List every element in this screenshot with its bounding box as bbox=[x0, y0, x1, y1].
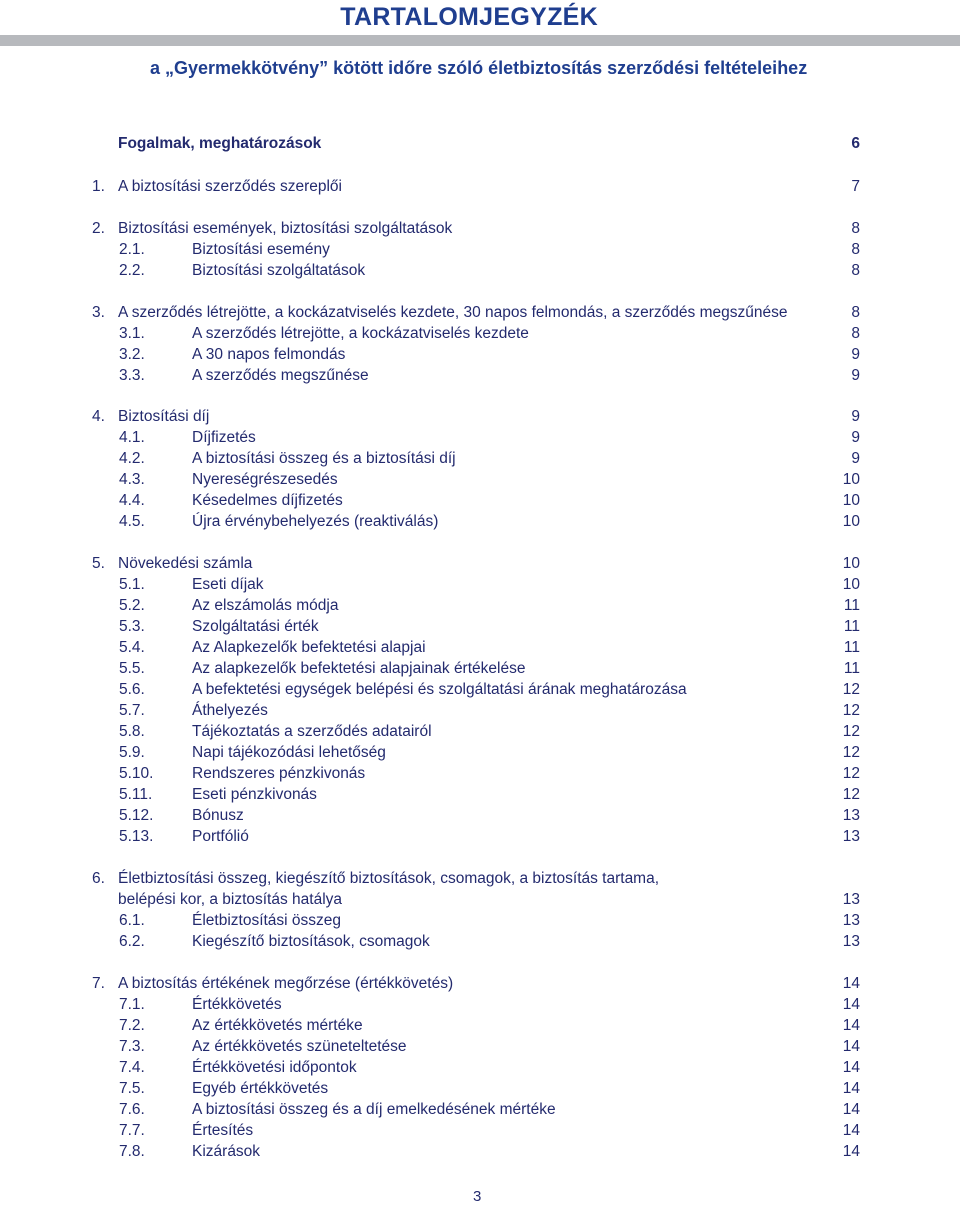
toc-entry-page: 10 bbox=[842, 513, 860, 530]
toc-entry-number: 5.10. bbox=[119, 765, 154, 782]
toc-entry-number: 5.7. bbox=[119, 702, 145, 719]
toc-entry-number: 7.1. bbox=[119, 996, 145, 1013]
toc-entry[interactable] bbox=[92, 889, 860, 911]
toc-entry-page: 10 bbox=[842, 492, 860, 509]
toc-entry-page: 13 bbox=[842, 828, 860, 845]
toc-entry[interactable] bbox=[92, 218, 860, 240]
toc-entry-number: 3.3. bbox=[119, 367, 145, 384]
toc-entry-page: 12 bbox=[842, 765, 860, 782]
toc-entry-page: 11 bbox=[843, 597, 860, 614]
toc-entry[interactable] bbox=[92, 365, 860, 387]
toc-entry[interactable] bbox=[92, 1120, 860, 1142]
toc-entry-label: Biztosítási esemény bbox=[192, 241, 330, 258]
toc-entry-number: 5. bbox=[92, 555, 105, 572]
toc-entry-page: 14 bbox=[842, 1059, 860, 1076]
toc-entry-page: 9 bbox=[851, 408, 860, 425]
toc-entry-page: 14 bbox=[842, 1101, 860, 1118]
toc-entry-label: Az Alapkezelők befektetési alapjai bbox=[192, 639, 426, 656]
toc-entry[interactable] bbox=[92, 742, 860, 764]
toc-entry-page: 14 bbox=[842, 1143, 860, 1160]
toc-entry-page: 10 bbox=[842, 471, 860, 488]
toc-entry[interactable] bbox=[92, 1141, 860, 1163]
toc-entry-page: 8 bbox=[851, 262, 860, 279]
toc-entry[interactable] bbox=[92, 574, 860, 596]
toc-entry-page: 9 bbox=[851, 429, 860, 446]
toc-entry-label: Eseti pénzkivonás bbox=[192, 786, 317, 803]
toc-entry-label: Nyereségrészesedés bbox=[192, 471, 338, 488]
toc-entry-number: 3. bbox=[92, 304, 105, 321]
toc-entry[interactable] bbox=[92, 344, 860, 366]
toc-entry-label: Eseti díjak bbox=[192, 576, 264, 593]
toc-entry-label: A 30 napos felmondás bbox=[192, 346, 346, 363]
toc-entry-page: 8 bbox=[851, 241, 860, 258]
toc-entry-number: 7.6. bbox=[119, 1101, 145, 1118]
toc-entry-number: 6. bbox=[92, 870, 105, 887]
toc-entry-label: Az értékkövetés szüneteltetése bbox=[192, 1038, 407, 1055]
toc-entry-number: 6.1. bbox=[119, 912, 145, 929]
toc-entry-label: A befektetési egységek belépési és szolgáltatási árának meghatározása bbox=[192, 681, 687, 698]
toc-entry[interactable] bbox=[92, 323, 860, 345]
toc-entry-number: 2.2. bbox=[119, 262, 145, 279]
toc-entry-label: Az alapkezelők befektetési alapjainak értékelése bbox=[192, 660, 526, 677]
toc-entry-label: A biztosítási összeg és a díj emelkedésének mértéke bbox=[192, 1101, 556, 1118]
toc-entry[interactable] bbox=[92, 763, 860, 785]
toc-entry[interactable] bbox=[92, 721, 860, 743]
toc-entry[interactable] bbox=[92, 427, 860, 449]
toc-entry-number: 7.2. bbox=[119, 1017, 145, 1034]
toc-entry-page: 6 bbox=[851, 135, 860, 152]
toc-entry-label: Életbiztosítási összeg bbox=[192, 912, 342, 929]
toc-entry-page: 14 bbox=[842, 975, 860, 992]
toc-entry-page: 12 bbox=[842, 723, 860, 740]
toc-entry[interactable] bbox=[92, 133, 860, 155]
toc-entry[interactable] bbox=[92, 868, 860, 890]
toc-entry[interactable] bbox=[92, 176, 860, 198]
toc-entry-label: Egyéb értékkövetés bbox=[192, 1080, 329, 1097]
toc-entry[interactable] bbox=[92, 658, 860, 680]
toc-entry-page: 11 bbox=[843, 660, 860, 677]
toc-entry-page: 12 bbox=[842, 744, 860, 761]
toc-entry[interactable] bbox=[92, 805, 860, 827]
toc-entry[interactable] bbox=[92, 1015, 860, 1037]
toc-entry-number: 1. bbox=[92, 178, 105, 195]
toc-entry-label: Fogalmak, meghatározások bbox=[118, 135, 322, 152]
toc-entry-label: Az értékkövetés mértéke bbox=[192, 1017, 363, 1034]
toc-entry-page: 13 bbox=[842, 807, 860, 824]
toc-entry-label: A biztosítási összeg és a biztosítási díj bbox=[192, 450, 456, 467]
toc-entry-number: 3.1. bbox=[119, 325, 145, 342]
toc-entry-label: Értesítés bbox=[192, 1122, 254, 1139]
toc-entry-label: Áthelyezés bbox=[192, 702, 268, 719]
toc-entry-page: 14 bbox=[842, 1122, 860, 1139]
toc-entry-number: 7.8. bbox=[119, 1143, 145, 1160]
toc-entry-page: 9 bbox=[851, 450, 860, 467]
toc-entry[interactable] bbox=[92, 910, 860, 932]
toc-entry-number: 5.13. bbox=[119, 828, 154, 845]
toc-entry-page: 12 bbox=[842, 681, 860, 698]
toc-entry-page: 14 bbox=[842, 1080, 860, 1097]
toc-entry[interactable] bbox=[92, 679, 860, 701]
toc-entry-label: Napi tájékozódási lehetőség bbox=[192, 744, 386, 761]
toc-entry-label: Szolgáltatási érték bbox=[192, 618, 319, 635]
toc-entry-label: Késedelmes díjfizetés bbox=[192, 492, 343, 509]
toc-entry-number: 4.3. bbox=[119, 471, 145, 488]
toc-entry[interactable] bbox=[92, 1078, 860, 1100]
toc-entry[interactable] bbox=[92, 511, 860, 533]
toc-entry-number: 2. bbox=[92, 220, 105, 237]
toc-entry-page: 10 bbox=[842, 576, 860, 593]
toc-entry-number: 4.4. bbox=[119, 492, 145, 509]
toc-entry-number: 5.12. bbox=[119, 807, 154, 824]
toc-entry-label: A szerződés létrejötte, a kockázatviselés kezdete, 30 napos felmondás, a szerződés megszűnése bbox=[118, 304, 788, 321]
toc-entry-page: 9 bbox=[851, 367, 860, 384]
toc-entry-label: Értékkövetés bbox=[192, 996, 282, 1013]
toc-entry-page: 11 bbox=[843, 618, 860, 635]
toc-entry-label: Az elszámolás módja bbox=[192, 597, 339, 614]
toc-entry[interactable] bbox=[92, 1057, 860, 1079]
toc-entry-number: 7.5. bbox=[119, 1080, 145, 1097]
toc-entry-page: 11 bbox=[843, 639, 860, 656]
toc-entry-number: 5.8. bbox=[119, 723, 145, 740]
header-bar bbox=[0, 35, 960, 46]
toc-entry-label: Biztosítási események, biztosítási szolgáltatások bbox=[118, 220, 453, 237]
toc-entry-number: 6.2. bbox=[119, 933, 145, 950]
toc-entry-number: 7.4. bbox=[119, 1059, 145, 1076]
toc-entry[interactable] bbox=[92, 1036, 860, 1058]
toc-entry-label: Díjfizetés bbox=[192, 429, 256, 446]
toc-entry-number: 3.2. bbox=[119, 346, 145, 363]
toc-entry-page: 10 bbox=[842, 555, 860, 572]
toc-entry-number: 4. bbox=[92, 408, 105, 425]
toc-entry-number: 5.1. bbox=[119, 576, 145, 593]
toc-entry-number: 5.5. bbox=[119, 660, 145, 677]
toc-entry-page: 13 bbox=[842, 891, 860, 908]
toc-entry[interactable] bbox=[92, 1099, 860, 1121]
toc-entry[interactable] bbox=[92, 994, 860, 1016]
toc-entry-page: 8 bbox=[851, 304, 860, 321]
page-number: 3 bbox=[473, 1188, 482, 1205]
toc-entry-label: Életbiztosítási összeg, kiegészítő biztosítások, csomagok, a biztosítás tartama, bbox=[118, 870, 660, 887]
toc-entry[interactable] bbox=[92, 302, 860, 324]
toc-entry[interactable] bbox=[92, 260, 860, 282]
toc-entry-number: 5.6. bbox=[119, 681, 145, 698]
toc-entry-number: 5.9. bbox=[119, 744, 145, 761]
toc-entry[interactable] bbox=[92, 553, 860, 575]
toc-entry-number: 4.5. bbox=[119, 513, 145, 530]
toc-entry-number: 5.2. bbox=[119, 597, 145, 614]
toc-entry-label: Bónusz bbox=[192, 807, 244, 824]
toc-entry-page: 9 bbox=[851, 346, 860, 363]
toc-entry-label: Növekedési számla bbox=[118, 555, 253, 572]
toc-entry-label: Újra érvénybehelyezés (reaktiválás) bbox=[192, 513, 439, 530]
toc-entry-page: 8 bbox=[851, 325, 860, 342]
toc-entry[interactable] bbox=[92, 931, 860, 953]
toc-entry-label: Biztosítási szolgáltatások bbox=[192, 262, 366, 279]
toc-entry-page: 12 bbox=[842, 702, 860, 719]
toc-entry-label: Portfólió bbox=[192, 828, 249, 845]
page-title: TARTALOMJEGYZÉK bbox=[340, 3, 598, 31]
toc-entry-number: 7. bbox=[92, 975, 105, 992]
toc-entry-label: Biztosítási díj bbox=[118, 408, 210, 425]
toc-entry[interactable] bbox=[92, 700, 860, 722]
toc-entry-label: A biztosítási szerződés szereplői bbox=[118, 178, 342, 195]
toc-entry[interactable] bbox=[92, 406, 860, 428]
toc-entry-page: 7 bbox=[851, 178, 860, 195]
toc-entry-number: 5.3. bbox=[119, 618, 145, 635]
toc-entry[interactable] bbox=[92, 448, 860, 470]
toc-entry[interactable] bbox=[92, 239, 860, 261]
toc-entry-page: 14 bbox=[842, 996, 860, 1013]
toc-entry-number: 5.11. bbox=[119, 786, 153, 803]
toc-entry[interactable] bbox=[92, 469, 860, 491]
toc-entry[interactable] bbox=[92, 595, 860, 617]
toc-entry-label: A szerződés létrejötte, a kockázatviselés kezdete bbox=[192, 325, 529, 342]
toc-entry-label: Értékkövetési időpontok bbox=[192, 1059, 357, 1076]
toc-entry-number: 4.2. bbox=[119, 450, 145, 467]
toc-entry-number: 7.3. bbox=[119, 1038, 145, 1055]
toc-entry-number: 5.4. bbox=[119, 639, 145, 656]
toc-entry[interactable] bbox=[92, 616, 860, 638]
toc-entry-page: 8 bbox=[851, 220, 860, 237]
toc-entry-label: A biztosítás értékének megőrzése (értékkövetés) bbox=[118, 975, 454, 992]
toc-entry[interactable] bbox=[92, 784, 860, 806]
toc-entry[interactable] bbox=[92, 826, 860, 848]
toc-entry-label: Rendszeres pénzkivonás bbox=[192, 765, 366, 782]
toc-entry-number: 7.7. bbox=[119, 1122, 145, 1139]
toc-entry-label: A szerződés megszűnése bbox=[192, 367, 369, 384]
toc-entry-page: 14 bbox=[842, 1038, 860, 1055]
toc-entry-number: 2.1. bbox=[119, 241, 145, 258]
toc-entry-page: 13 bbox=[842, 933, 860, 950]
toc-entry[interactable] bbox=[92, 637, 860, 659]
toc-entry[interactable] bbox=[92, 973, 860, 995]
toc-entry-label: Kiegészítő biztosítások, csomagok bbox=[192, 933, 430, 950]
toc-entry[interactable] bbox=[92, 490, 860, 512]
document-subtitle: a „Gyermekkötvény” kötött időre szóló életbiztosítás szerződési feltételeihez bbox=[150, 58, 808, 78]
toc-entry-page: 13 bbox=[842, 912, 860, 929]
toc-entry-label: Tájékoztatás a szerződés adatairól bbox=[192, 723, 432, 740]
toc-entry-page: 14 bbox=[842, 1017, 860, 1034]
toc-entry-page: 12 bbox=[842, 786, 860, 803]
toc-entry-label: Kizárások bbox=[192, 1143, 261, 1160]
toc-entry-number: 4.1. bbox=[119, 429, 145, 446]
toc-entry-label: belépési kor, a biztosítás hatálya bbox=[118, 891, 343, 908]
